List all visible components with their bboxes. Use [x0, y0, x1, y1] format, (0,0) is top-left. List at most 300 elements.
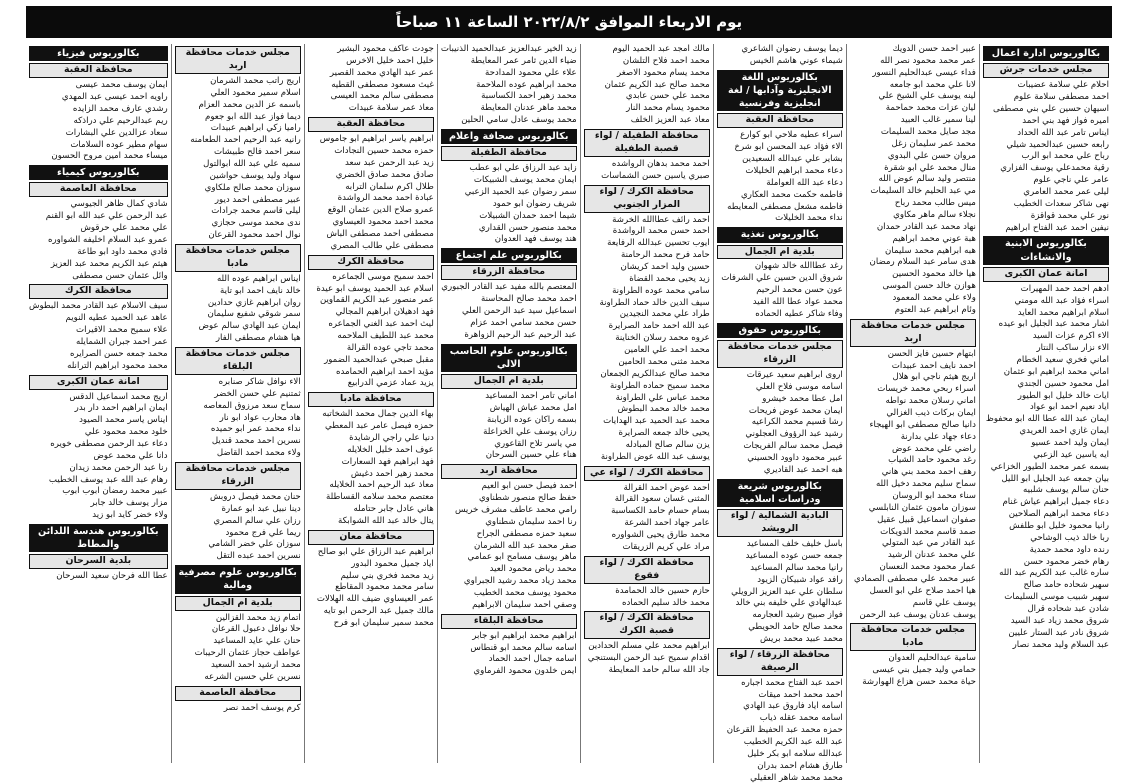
list-item: سميه علي عبد الله ابوالتول	[203, 158, 301, 169]
list-item: محمد عباس علي الطراونة	[615, 392, 710, 403]
list-item: حمزه محمد عبد الحفيظ القرعان	[726, 725, 843, 736]
section-header: بكالوريوس علم اجتماع	[441, 248, 577, 263]
subsection-header: محافظة الزرقاء	[441, 265, 577, 280]
column	[713, 44, 846, 783]
list-item: طراد علي محمد النجيدين	[619, 309, 710, 320]
list-item: اتمام زيد محمد القزالين	[215, 612, 301, 623]
list-item: هوازن خالد حسن الموسى	[882, 281, 976, 292]
list-item: الاء فؤاد عبد المحسن ابو شرخ	[734, 142, 843, 153]
list-item: محمد عبيد محمد بريش	[760, 633, 843, 644]
list-item: خالد نايف احمد ابو تاية	[220, 285, 301, 296]
list-item: ايه ياسين عيد الزعبي	[1033, 449, 1109, 460]
list-item: محمد احمد محمود العيساوي	[332, 217, 434, 228]
list-item: وئام ابراهيم عبد العتوم	[894, 304, 976, 315]
list-item: سامي محمد عوده الطراونة	[612, 285, 710, 296]
list-item: سامية عبدالحليم العدوان	[888, 653, 976, 664]
list-item: صمد قاسم محمد الدويكات	[880, 526, 976, 537]
list-item: عبد القادر مي عبد المتولي	[882, 538, 976, 549]
subsection-header: محافظة معان	[308, 530, 434, 545]
list-item: منال محمد علي ابو شقرة	[884, 162, 976, 173]
subsection-header: محافظة الكرك	[308, 255, 434, 270]
list-item: مالك جميل عبد الرحمن ابو تايه	[323, 606, 434, 617]
list-item: ايمان وليد احمد عسيو	[1031, 437, 1109, 448]
list-item: حفظ صالح منصور شطناوي	[478, 493, 577, 504]
list-item: وفاء شاكر عطيه الحماده	[755, 308, 843, 319]
subsection-header: بلدية السرحان	[29, 554, 168, 569]
list-item: يوسف عبد الله عوض الطراونة	[600, 451, 710, 462]
list-item: عمر احمد جبران الشمايله	[75, 336, 168, 347]
list-item: رغد عطاالله خالد شهوان	[754, 261, 843, 272]
list-item: هبه احمد عبد القاديري	[763, 464, 843, 475]
list-item: دعاء محمد ابراهيم الخليلات	[745, 165, 843, 176]
list-item: ليلى قاسم محمد جرادات	[211, 206, 301, 217]
subsection-header: مجلس خدمات محافظة الزرقاء	[175, 462, 301, 490]
subsection-header: مجلس خدمات جرش	[983, 63, 1109, 78]
list-item: لانا علي محمد ابو جامعه	[889, 79, 976, 90]
list-item: ايمان غازي احمد العريدي	[1019, 426, 1109, 437]
list-item: ايمان عبد الله عطا الله ابو محفوظ	[985, 414, 1109, 425]
list-item: محمد يوسف عادل سامي الحلين	[461, 115, 577, 126]
list-item: امل عطا محمد خيشرو	[762, 393, 843, 404]
list-item: جاد الله سالم حامد المعايطة	[608, 665, 710, 676]
section-header: بكالوريوس علوم مصرفية ومالية	[175, 565, 301, 593]
list-item: فادي محمد داود ابو طاعة	[77, 246, 168, 257]
list-item: محمد احمد فلاح التلشان	[622, 55, 710, 66]
list-item: جودت عاكف محمود البشير	[337, 44, 434, 54]
list-item: مراد علي كريم الزريقات	[622, 541, 710, 552]
list-item: سهير شحاده حامد صالح	[1023, 580, 1109, 591]
list-item: يزيد عماد عزمي الدرابيع	[347, 378, 434, 389]
column	[26, 44, 171, 763]
list-item: سهام مطير عوده السلامات	[70, 139, 168, 150]
list-item: راميا زكي ابراهيم عبيدات	[210, 123, 301, 134]
list-item: وصفي احمد سليمان الابراهيم	[472, 599, 577, 610]
list-item: مصطفى احمد مصطفى الباش	[326, 229, 434, 239]
list-item: محمود يسام محمد النار	[626, 103, 710, 114]
list-item: ابراهيم عبد الرزاق علي ابو صالح	[317, 546, 434, 557]
list-item: اسامه اياد فاروق عبد الهادي	[743, 701, 843, 712]
list-item: محمد محمود ابراهيم الترانله	[67, 360, 168, 371]
list-item: سيف الاسلام عبد القادر محمد البطوش	[28, 301, 168, 312]
list-item: محمد تاجي عوده القرالة	[346, 342, 434, 353]
list-item: يزن سالم صالح المبادله	[625, 439, 710, 450]
list-item: ادهم احمد حمد المهيرات	[1020, 283, 1109, 294]
list-item: احمد عوض احمد القرالة	[623, 482, 710, 493]
list-item: طلال اكرم سلمان الترابه	[345, 181, 434, 192]
subsection-header: مجلس خدمات محافظة مادبا	[175, 244, 301, 272]
column	[304, 44, 437, 763]
subsection-header: محافظة العاصمة	[175, 686, 301, 701]
list-item: ايوب تحسين عبدالله الرفايعة	[607, 238, 710, 249]
list-item: طارق هشام احمد بدران	[757, 760, 843, 771]
list-item: شروق نادر عبد الستار عليين	[1008, 627, 1109, 638]
list-item: مالك امجد عبد الحميد اليوم	[612, 44, 710, 54]
section-header: بكالوريوس تغذية	[717, 227, 843, 242]
list-item: احمد سميح موسى الجماعره	[332, 271, 434, 282]
list-item: سوزان مامون عثمان النابلسي	[868, 502, 976, 513]
list-item: حنان علي عايد المساعيد	[213, 636, 301, 647]
list-item: سناء محمد ابو الروسان	[892, 491, 976, 502]
list-item: محمود يوسف محمد الخطيب	[473, 588, 577, 599]
list-item: سماح سليم محمد دخيل الله	[875, 479, 976, 490]
list-item: اسامه سالم محمد ابو قنطاس	[470, 642, 577, 653]
section-header: بكالوريوس اللغة الانجليزية وآدابها / لغة انجليزية وفرنسية	[717, 70, 843, 112]
subsection-header: مجلس خدمات محافظة الزرقاء	[717, 340, 843, 368]
list-item: روان ابراهيم غازي حدادين	[207, 297, 301, 308]
list-item: امل محمد عياش الهياش	[489, 403, 577, 414]
subsection-header: بلدية ام الجمال	[441, 374, 577, 389]
subsection-header: محافظة الكرك / لواء قصبة الكرك	[584, 611, 710, 639]
list-item: حازم حسين خالد الحمامدة	[615, 585, 710, 596]
list-item: رانيه عبد الرحيم احمد الطعامنه	[190, 135, 301, 146]
list-item: ايمان عبد الهادي سالم عوض	[198, 321, 301, 332]
list-item: رابعه حسين عبدالحميد شيلي	[1006, 139, 1109, 150]
page-title: يوم الاربعاء الموافق ٢٠٢٢/٨/٢ الساعة ١١ صباحاً	[26, 6, 1112, 38]
list-item: اسلام سمير محمود العلي	[210, 87, 301, 98]
list-item: ريم عبدالرحيم علي دراذكه	[73, 115, 168, 126]
list-item: دعاء جهاد علي بدارنة	[900, 431, 976, 442]
list-item: احمد محمد صالح المحاسنة	[480, 294, 577, 305]
list-item: ربا خالد ذيب الوشاحي	[1030, 532, 1109, 543]
list-item: محمد مثنى محمد الحامين	[618, 356, 710, 367]
subsection-header: محافظة مادبا	[308, 392, 434, 407]
list-item: عبدالله سلامه ابو بكر خليل	[747, 748, 843, 759]
list-item: بسمه راكان عوده الزيابنة	[486, 414, 577, 425]
list-item: دينا نبيل عبد ابو عمارة	[221, 503, 301, 514]
list-item: هند يوسف فهد العدوان	[494, 234, 577, 245]
newspaper-page	[26, 6, 1112, 783]
list-item: مقبل صبحي عبدالحميد الضمور	[324, 354, 434, 365]
list-item: ميساء محمد امين مروح الحسون	[51, 151, 168, 162]
list-item: رامي محمد عاطف مشرف خريس	[454, 505, 577, 516]
list-item: احمد حسن محمد الرواشدة	[612, 226, 710, 237]
list-item: محمد ارشيد احمد السعيد	[210, 659, 301, 670]
list-item: ضياء الدين ثامر عمر المعايطة	[470, 55, 577, 66]
list-item: اشار محمد عبد الجليل ابو عيده	[998, 319, 1109, 330]
list-item: ديما يوسف رضوان الشاعري	[741, 44, 843, 54]
list-item: هيا خالد محمود الحسين	[892, 269, 976, 280]
list-item: عروه محمد رسلان الخناينة	[615, 333, 710, 344]
list-item: محمد خالد سليم الحماده	[622, 597, 710, 608]
list-item: رشدي عارف محمد الزايده	[72, 103, 168, 114]
list-item: اسماعيل سيد عبد الرحمن العلي	[462, 306, 577, 317]
list-item: راويه احمد عيسى عبد المهدي	[61, 92, 168, 103]
list-item: اريج راتب محمد الشرمان	[210, 75, 301, 86]
list-item: جمعه حسن عوده المساعيد	[745, 550, 843, 561]
column	[846, 44, 979, 763]
list-item: ندى محمد موسى حجازي	[211, 218, 301, 229]
list-item: محمد سميح حماده الطراونة	[610, 380, 710, 391]
list-item: حسين وليد احمد كريشان	[620, 262, 710, 273]
list-item: عمر عبد الهادي محمد القصير	[329, 67, 434, 78]
list-item: هاني عادل جابر حتامله	[353, 504, 434, 515]
list-item: بهاء الدين جمال محمد الشخاتبه	[322, 409, 434, 420]
section-header: بكالوريوس حقوق	[717, 323, 843, 338]
list-item: وائل عثمان حسن مصطفى	[72, 270, 168, 281]
list-item: اميره فواز فهد بني احمد	[1022, 115, 1109, 126]
list-item: اسيهان حسين علي بني مصطفى	[992, 103, 1109, 114]
subsection-header: مجلس خدمات محافظة اربد	[175, 46, 301, 74]
list-item: عواطف حجاز عثمان الرحيبات	[194, 648, 301, 659]
list-item: محمد جمعه حسن الصرايره	[70, 348, 168, 359]
subsection-header: محافظة الكرك	[29, 284, 168, 299]
subsection-header: بلدية ام الجمال	[175, 596, 301, 611]
list-item: زايد عبد الرزاق علي ابو عطب	[469, 163, 577, 174]
list-item: بسام حسام حامد الكساسبة	[611, 506, 710, 517]
list-item: ليان عزات محمد حماحمة	[885, 103, 976, 114]
list-item: عامر جهاد احمد الشرعة	[624, 518, 710, 529]
subsection-header: محافظة الكرك / لواء المزار الجنوبي	[584, 185, 710, 213]
list-item: احمد نايف احمد عبيدات	[891, 360, 976, 371]
subsection-header: محافظة الطفيلة / لواء قصبة الطفيلة	[584, 129, 710, 157]
list-item: نيفين احمد عبد الفتاح ابراهيم	[1005, 222, 1109, 233]
list-item: شيماء عوني هاشم الخيس	[749, 55, 843, 66]
list-item: عمار محمود محمد النعسان	[879, 562, 976, 573]
list-item: سوزان علي خضر الشامي	[208, 539, 301, 550]
list-item: احمد محمد بدهان الرواشده	[611, 158, 710, 169]
list-item: معاذ عمر سلامة عبيدات	[348, 103, 434, 114]
list-item: ابراهيم ياسر ابراهيم ابو جاموس	[319, 134, 434, 145]
list-item: زيد الخير عبدالعزيز عبدالحميد الذنيبات	[440, 44, 577, 54]
list-item: ماهر يوسف مسامح ابو عمامي	[467, 552, 577, 563]
list-item: علاء علي محمود المدادحة	[484, 67, 577, 78]
list-item: ايمان بركات ذيب الغزالي	[886, 408, 976, 418]
section-header: بكالوريوس ادارة اعمال	[983, 46, 1109, 61]
list-item: سمر شوقي شفيع سليمان	[207, 309, 301, 320]
subsection-header: مجلس خدمات محافظة مادبا	[850, 623, 976, 651]
list-item: محمد عمر سليمان زغل	[891, 138, 976, 149]
list-item: عمرو صلاح الدين عثمان الوقع	[327, 205, 434, 216]
list-item: صقر محمد عبد الله الشرمان	[474, 540, 577, 551]
list-item: زيد يحيى محمد القضاة	[629, 273, 710, 284]
list-item: حمزه فيصل عامر عبد المعطي	[325, 421, 434, 432]
subsection-header: محافظة العاصمة	[29, 182, 168, 197]
list-item: شادي كمال ظاهر الجيوسي	[70, 199, 168, 210]
list-item: محمد زهير احمد الكساسبة	[481, 91, 577, 102]
list-item: منتصر وليد سالم عوض الله	[878, 174, 976, 185]
list-item: دعاء عبد الله العواملة	[766, 177, 843, 188]
subsection-header: محافظة الطفيلة	[441, 146, 577, 161]
list-item: عاهد عبد الحميد عطيه النويم	[65, 313, 168, 324]
list-item: ابتهام حسين فايز الحسن	[887, 348, 976, 359]
subsection-header: مجلس خدمات محافظة البلقاء	[175, 347, 301, 375]
list-item: فهد ابراهيم فهد السعارات	[341, 456, 434, 467]
list-item: ايناس تامر عبد الله الحداد	[1017, 127, 1109, 138]
list-item: مصطفى سالم محمد العيسى	[330, 91, 434, 102]
list-item: حمزه محمد حسين النجادات	[334, 145, 434, 156]
list-item: نسرين احمد عبده التقل	[216, 551, 301, 562]
list-item: محمد عواد عطا الله الفيد	[752, 297, 843, 308]
list-item: دانيا صالح مصطفى ابو الهيجاء	[869, 419, 976, 430]
list-item: رنا عبد الرحمن محمد زيدان	[69, 462, 168, 473]
list-item: يحيى خالد جمعه الصرايرة	[618, 428, 710, 439]
list-item: صفوان اسماعيل قبيل عقيل	[877, 514, 976, 525]
list-item: اسامه موسى فلاح العلي	[755, 381, 843, 392]
list-item: سعر احمد فالح طبيشات	[213, 147, 301, 158]
list-item: عبير محمد علي مصطفى الصمادي	[853, 574, 976, 585]
list-item: هيا احمد صلاح علي ابو العسل	[869, 585, 976, 596]
list-item: عمر العيساوي ضيف الله الهلالات	[316, 594, 434, 605]
list-item: حياة محمد حسن هزاع الهوارشة	[862, 677, 976, 688]
list-item: ايمان ابراهيم احمد دار بدر	[74, 403, 168, 414]
list-item: الاء اكرم عزات السيد	[1032, 331, 1109, 342]
list-item: عبد الله احمد حامد الصرايرة	[608, 321, 710, 332]
list-item: اقدام سميح عبد الرحمن البستنجي	[587, 653, 710, 664]
list-item: نسرين علي حسين الشرعه	[204, 671, 301, 682]
list-item: محمد صالح حامد الحويطي	[748, 622, 843, 633]
subsection-header: البادية الشمالية / لواء الرويشد	[717, 509, 843, 537]
list-item: فاطمه مشعل مصطفى المعايطه	[727, 201, 843, 212]
list-item: اسراء ربحي محمد خريسات	[877, 384, 976, 395]
list-item: مي عبد الحليم خالد السليمات	[870, 186, 976, 197]
list-item: هيا هشام مصطفى الفار	[215, 333, 301, 344]
list-item: صادق محمد صادق الخضري	[335, 169, 434, 180]
list-item: سوزان محمد صالح ملكاوي	[204, 182, 301, 193]
list-item: عبدالهادي علي خليفه بني خالد	[735, 598, 843, 609]
list-item: ايمان محمد يوسف الشبيكات	[473, 175, 577, 186]
list-item: باسل خليف خلف المساعيد	[746, 539, 843, 550]
list-item: اروى ابراهيم سعيد عيرقات	[746, 369, 843, 380]
list-item: محمد ماهر عدنان المعايطة	[480, 103, 577, 114]
subsection-header: محافظة الكرك / لواء فقوع	[584, 556, 710, 584]
list-item: دنيا علي راجي الرشايدة	[349, 432, 434, 443]
list-item: محمد احمد علي العامين	[624, 345, 710, 356]
list-item: رشيد عبد الرؤوف العجلوني	[745, 429, 843, 440]
list-item: صبري ياسين حسن الشماسات	[601, 170, 710, 181]
list-item: سلطان علي عبد العزيز الرويلي	[731, 586, 843, 597]
list-item: المعتصم بالله مفيد عبد القادر الجبوري	[441, 282, 577, 293]
list-item: فيصل محمد سالم الفريجات	[743, 441, 843, 452]
subsection-header: محافظة البلقاء	[441, 614, 577, 629]
list-item: رانيا محمد سالم المساعيد	[750, 562, 843, 573]
list-item: اريج محمد اسماعيل الدقس	[69, 391, 168, 402]
list-item: عبير مصطفى احمد ديور	[214, 194, 301, 205]
list-item: عطا الله فرحان سعيد السرحان	[56, 571, 168, 582]
list-item: محمد منصور حسن القداري	[478, 222, 577, 233]
column	[171, 44, 304, 763]
list-item: محمد صالح عبدالكريم الجمعان	[600, 368, 710, 379]
list-item: شادن عبد شحاده قرال	[1027, 604, 1109, 615]
list-item: مجد صايل محمد السليمات	[880, 127, 976, 138]
list-item: سهير شبيب موسى السليمات	[1004, 592, 1109, 603]
list-item: زيد محمد فخري بني سليم	[340, 570, 434, 581]
list-item: سعيد حمزه مصطفى الجراح	[476, 528, 577, 539]
list-item: رهام خضر محمود حسن	[1023, 556, 1109, 567]
list-item: عامر علي ناجي علوم	[1033, 175, 1109, 186]
list-item: ايمن خلدون محمود الفرماوي	[473, 666, 577, 677]
list-item: محمد محمد شاهر العقيلي	[750, 772, 843, 783]
list-item: اماني محمد ابراهيم ابو عثمان	[1003, 366, 1109, 377]
list-item: هبه ابراهيم محمد سليمان	[885, 245, 976, 256]
list-item: ابراهيم محمد ابراهيم ابو جابر	[472, 630, 577, 641]
list-item: نهى شاكر سعدات الخطيب	[1013, 198, 1109, 209]
section-header: بكالوريوس فيزياء	[29, 46, 168, 61]
list-item: رغد محمود حامد الشياب	[888, 455, 976, 466]
list-item: ريما علي فرج محمود	[225, 527, 301, 538]
list-item: اياد نعيم احمد ابو عواد	[1029, 402, 1109, 413]
list-item: عمر منصور عبد الكريم القماوين	[319, 295, 434, 306]
section-header: بكالوريوس هندسة اللدائن والمطاط	[29, 524, 168, 552]
list-item: محمد سمير سليمان ابو فرح	[333, 617, 434, 628]
list-item: اسامه جمال احمد الحماد	[488, 654, 577, 665]
list-item: بيان جمعه عبد الجليل ابو الليل	[1001, 473, 1109, 484]
list-item: ولاء علي محمد المعمود	[892, 293, 976, 304]
list-item: سيف الدين خالد حماد الطراونة	[599, 297, 710, 308]
list-item: نجلاء سالم ماهر مكاوي	[893, 210, 976, 221]
list-item: هناء علي حسين السرحان	[485, 450, 577, 461]
list-item: عبادة احمد محمد الرواشدة	[337, 193, 434, 204]
list-item: نداء محمد عمر ابو حميده	[210, 424, 301, 435]
list-item: ايات خالد خليل ابو الطيور	[1017, 390, 1109, 401]
list-item: عبد الرحمن علي عبد الله ابو القنم	[45, 211, 168, 222]
list-item: دانا علي محمد عوض	[93, 450, 168, 461]
list-item: محمد ابراهيم عوده الملاحمة	[476, 79, 577, 90]
list-item: ابراهيم محمد علي مسلم الحدادين	[588, 641, 710, 652]
list-item: محمد خالد محمد البطوش	[617, 404, 710, 415]
list-item: الاء نزار ساكب النتار	[1036, 343, 1109, 354]
list-item: نور علي محمد قواقزة	[1030, 210, 1109, 221]
list-item: دعاء جميل ابراهيم عياش غنام	[1002, 497, 1109, 508]
list-item: رنده داود محمد حمدية	[1029, 544, 1109, 555]
list-item: رافد عواد شبيكان الزيود	[757, 574, 843, 585]
list-item: اماني رسلان محمد نواطه	[885, 396, 976, 407]
list-item: ديما فواز عبد الله ابو جعوم	[205, 111, 301, 122]
list-item: حنان سالم يوسف شلبيه	[1023, 485, 1109, 496]
list-item: رقية محمدعلي يوسف الفزاري	[1000, 163, 1109, 174]
list-item: ليلى عمر محمد العامري	[1023, 186, 1109, 197]
list-item: ثمتنيم علي حسن الخضر	[214, 388, 301, 399]
column	[580, 44, 713, 763]
subsection-header: محافظة الزرقاء / لواء الرصيفة	[717, 648, 843, 676]
list-item: سعاد عزالدين علي البشارات	[65, 127, 168, 138]
list-item: محمد صالح عبد الكريم عثمان	[604, 79, 710, 90]
list-item: حمامي وليد جميل بني عيسى	[872, 665, 976, 676]
list-item: رشا قسيم محمد الكراعيه	[751, 417, 843, 428]
list-item: خليل احمد خليل الاخرس	[346, 55, 434, 66]
list-item: عبير احمد حسن الدويك	[892, 44, 976, 54]
list-item: احلام علي سلامة عضيبات	[1017, 80, 1109, 91]
list-item: يوسف علي قاسم	[912, 597, 976, 608]
list-item: محمد عبد الحميد عبد الهدايات	[603, 416, 710, 427]
list-item: اماني فخري سعيد الخطام	[1016, 354, 1109, 365]
list-item: مروان حسن علي البدوي	[887, 150, 976, 161]
subsection-header: محافظة اربد	[441, 464, 577, 479]
list-item: كرم يوسف احمد نصر	[223, 702, 301, 713]
section-header: بكالوريوس شريعة ودراسات اسلامية	[717, 479, 843, 507]
list-item: نسرين احمد محمد قنديل	[211, 436, 301, 447]
list-item: مصطفى علي طالب المصري	[330, 240, 434, 251]
list-item: علي محمد علي حرقوش	[80, 223, 168, 234]
list-item: عبد الله عبد الكريم الخطيب	[743, 737, 843, 748]
subsection-header: امانة عمان الكبرى	[29, 375, 168, 390]
list-item: ميس طالب محمد رباح	[894, 198, 976, 209]
list-item: اماني تامر احمد المساعيد	[485, 391, 577, 402]
list-item: سهاد وليد يوسف حواشين	[209, 170, 301, 181]
list-item: نهاد محمد عبد القادر حمدان	[876, 221, 976, 232]
list-item: سامر محمد محمود المقاطع	[335, 582, 434, 593]
list-item: اسلام عبد الحميد يوسف ابو عيدة	[316, 283, 434, 294]
list-item: شريف رضوان ابو حمود	[492, 198, 577, 209]
list-item: شروق محمد زياد عبد السيد	[1010, 615, 1109, 626]
subsection-header: محافظة الكرك / لواء عي	[584, 466, 710, 481]
subsection-header: محافظة العقبة	[717, 113, 843, 128]
list-item: محمد رياض محمود العيد	[489, 564, 577, 575]
list-item: احمد عبد الفتاح محمد اجباره	[741, 677, 843, 688]
list-item: فداء عيسى عبدالحليم النسور	[872, 67, 976, 78]
list-item: اسراء فؤاد عبد الله مومني	[1014, 295, 1109, 306]
list-item: عمرو عبد السلام اخليفه الشواوره	[47, 235, 168, 245]
list-item: محمد علي حسن عابدي	[625, 91, 710, 102]
